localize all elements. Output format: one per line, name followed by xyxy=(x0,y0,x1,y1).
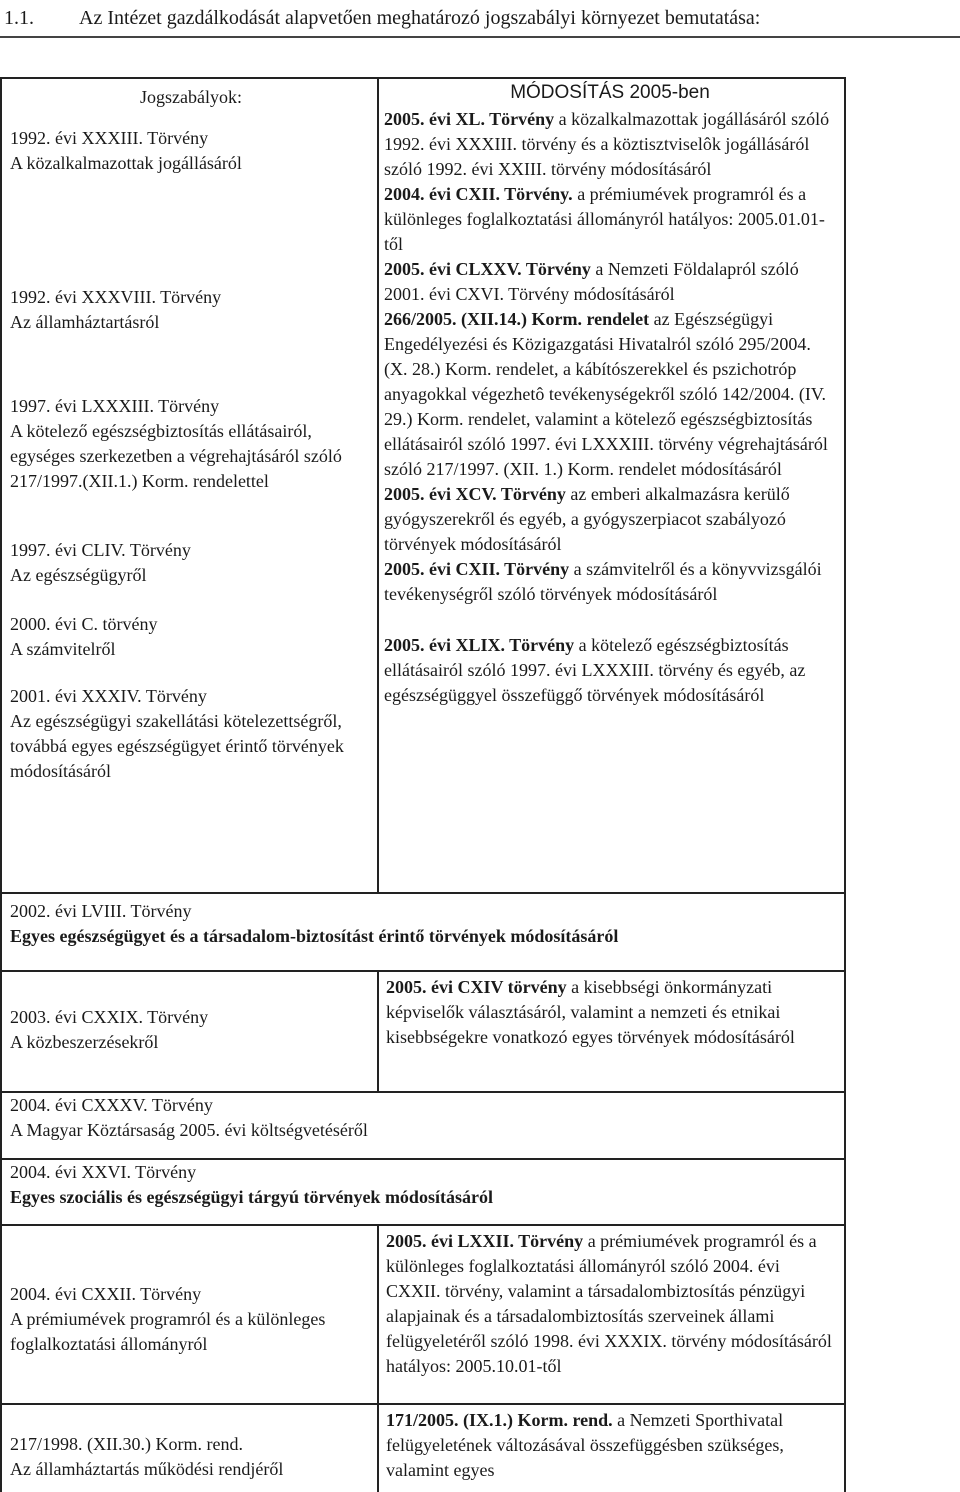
law-desc: Egyes szociális és egészségügyi tárgyú törvények módosításáról xyxy=(10,1187,493,1207)
modification-entry xyxy=(386,975,838,1050)
modification-desc: a számvitelről és a könyvvizsgálói tevékenységről szóló törvények módosításáról xyxy=(384,559,822,604)
modification-entry xyxy=(386,1408,838,1483)
law-title: 2000. évi C. törvény xyxy=(10,614,158,634)
law-title: 217/1998. (XII.30.) Korm. rend. xyxy=(10,1434,243,1454)
modification-law: 171/2005. (IX.1.) Korm. rend. xyxy=(386,1410,613,1430)
modification-entry xyxy=(384,107,836,182)
law-desc: Az államháztartásról xyxy=(10,312,160,332)
modification-law: 2005. évi CLXXV. Törvény xyxy=(384,259,591,279)
modification-law: 2005. évi CXII. Törvény xyxy=(384,559,570,579)
section-heading xyxy=(0,2,960,38)
row-217-1998 xyxy=(10,1432,372,1482)
row-217-1998-modification xyxy=(386,1408,838,1483)
row-2004-budget xyxy=(10,1093,840,1143)
row-2004-social xyxy=(10,1160,840,1210)
modification-desc: a Nemzeti Földalapról szóló 2001. évi CXVI. Törvény módosításáról xyxy=(384,259,799,304)
rule-after-2004c xyxy=(0,1403,846,1405)
modification-law: 2005. évi XL. Törvény xyxy=(384,109,555,129)
modification-entry xyxy=(384,257,836,307)
modification-entry xyxy=(384,482,836,557)
rule-right xyxy=(844,77,846,1492)
modification-desc: a közalkalmazottak jogállásáról szóló 1992. évi XXXIII. törvény és a köztisztviselôk jogállásáról szóló 1992. évi XXIII. törvény módosításáról xyxy=(384,109,830,179)
modification-law: 2005. évi LXXII. Törvény xyxy=(386,1231,584,1251)
modification-law: 2004. évi CXII. Törvény. xyxy=(384,184,573,204)
law-desc: A Magyar Köztársaság 2005. évi költségvetéséről xyxy=(10,1120,368,1140)
row-2002 xyxy=(10,899,840,949)
law-title: 1997. évi CLIV. Törvény xyxy=(10,540,191,560)
rule-mid-2004c xyxy=(377,1224,379,1492)
law-title: 1997. évi LXXXIII. Törvény xyxy=(10,396,220,416)
modification-entry xyxy=(384,557,836,607)
row-2004-premium xyxy=(10,1282,372,1357)
modification-entry xyxy=(386,1229,838,1379)
rule-after-2004b xyxy=(0,1224,846,1226)
modification-desc: az emberi alkalmazásra kerülő gyógyszerekről és egyéb, a gyógyszerpiacot szabályozó törvények módosításáról xyxy=(384,484,790,554)
row-2004-premium-modification xyxy=(386,1229,838,1379)
modification-law: 2005. évi XLIX. Törvény xyxy=(384,635,575,655)
modification-law: 2005. évi CXIV törvény xyxy=(386,977,567,997)
law-desc: Az államháztartás működési rendjéről xyxy=(10,1459,284,1479)
row-2003-modification xyxy=(386,975,838,1050)
modification-entry xyxy=(384,633,836,708)
law-desc: A számvitelről xyxy=(10,639,116,659)
modifications-header: MÓDOSÍTÁS 2005-ben xyxy=(510,82,710,103)
law-desc: Egyes egészségügyet és a társadalom-biztosítást érintő törvények módosításáról xyxy=(10,926,619,946)
modifications-column xyxy=(384,79,836,708)
modification-desc: az Egészségügyi Engedélyezési és Közigazgatási Hivatalról szóló 295/2004. (X. 28.) Korm. rendelet, a kábítószerekkel és pszichotróp anyagokkal végezhetô tevékenységekről szóló 142/2004. (IV. 29.) Korm. rendelet, valamint a kötelező egészségbiztosítás ellátásairól szóló 1997. évi LXXXIII. törvény végrehajtásáról szóló 217/1997. (XII. 1.) Korm. rendelet módosításáról xyxy=(384,309,828,479)
modification-desc: a prémiumévek programról és a különleges foglalkoztatási állományról hatályos: 2005.01.01-től xyxy=(384,184,825,254)
modification-desc: a kisebbségi önkormányzati képviselők választásáról, valamint a nemzeti és etnikai kisebbségekre vonatkozó egyes törvények módosításáról xyxy=(386,977,795,1047)
law-desc: A prémiumévek programról és a különleges foglalkoztatási állományról xyxy=(10,1309,326,1354)
law-title: 2003. évi CXXIX. Törvény xyxy=(10,1007,209,1027)
law-desc: A közbeszerzésekről xyxy=(10,1032,159,1052)
law-title: 2002. évi LVIII. Törvény xyxy=(10,901,192,921)
laws-header: Jogszabályok: xyxy=(140,87,242,107)
rule-after-2002 xyxy=(0,970,846,972)
modification-law: 2005. évi XCV. Törvény xyxy=(384,484,566,504)
modification-desc: a prémiumévek programról és a különleges foglalkoztatási állományról szóló 2004. évi CXXII. törvény, valamint a társadalombiztosítás pénzügyi alapjainak és a társadalombiztosítás szerveinek állami felügyeletéről szóló 1998. évi XXXIX. törvény módosításáról hatályos: 2005.10.01-től xyxy=(386,1231,832,1376)
section-number: 1.1. xyxy=(4,7,34,29)
law-desc: A közalkalmazottak jogállásáról xyxy=(10,153,242,173)
section-title: Az Intézet gazdálkodását alapvetően meghatározó jogszabályi környezet bemutatása: xyxy=(79,7,761,29)
law-desc: A kötelező egészségbiztosítás ellátásairól, egységes szerkezetben a végrehajtásáról szóló 217/1997.(XII.1.) Korm. rendelettel xyxy=(10,421,342,491)
legislation-table xyxy=(0,77,960,1492)
modification-law: 266/2005. (XII.14.) Korm. rendelet xyxy=(384,309,650,329)
law-desc: Az egészségügyi szakellátási kötelezettségről, továbbá egyes egészségügyet érintő törvények módosításáról xyxy=(10,711,344,781)
laws-column xyxy=(10,85,372,784)
law-title: 2001. évi XXXIV. Törvény xyxy=(10,686,207,706)
modification-desc: a kötelező egészségbiztosítás ellátásairól szóló 1997. évi LXXXIII. törvény és egyéb, az egészségüggyel összefüggő törvények módosításáról xyxy=(384,635,806,705)
rule-mid-2003 xyxy=(377,970,379,1091)
modification-desc: a Nemzeti Sporthivatal felügyeletének változásával összefüggésben szükséges, valamint egyes xyxy=(386,1410,784,1480)
law-title: 2004. évi CXXII. Törvény xyxy=(10,1284,202,1304)
law-title: 1992. évi XXXVIII. Törvény xyxy=(10,287,222,307)
modification-entry xyxy=(384,307,836,482)
rule-after-main xyxy=(0,892,846,894)
law-title: 2004. évi CXXXV. Törvény xyxy=(10,1095,213,1115)
rule-mid-main xyxy=(377,77,379,892)
law-desc: Az egészségügyről xyxy=(10,565,147,585)
row-2003 xyxy=(10,1005,372,1055)
law-title: 1992. évi XXXIII. Törvény xyxy=(10,128,209,148)
modification-entry xyxy=(384,182,836,257)
rule-left xyxy=(0,77,2,1492)
law-title: 2004. évi XXVI. Törvény xyxy=(10,1162,197,1182)
